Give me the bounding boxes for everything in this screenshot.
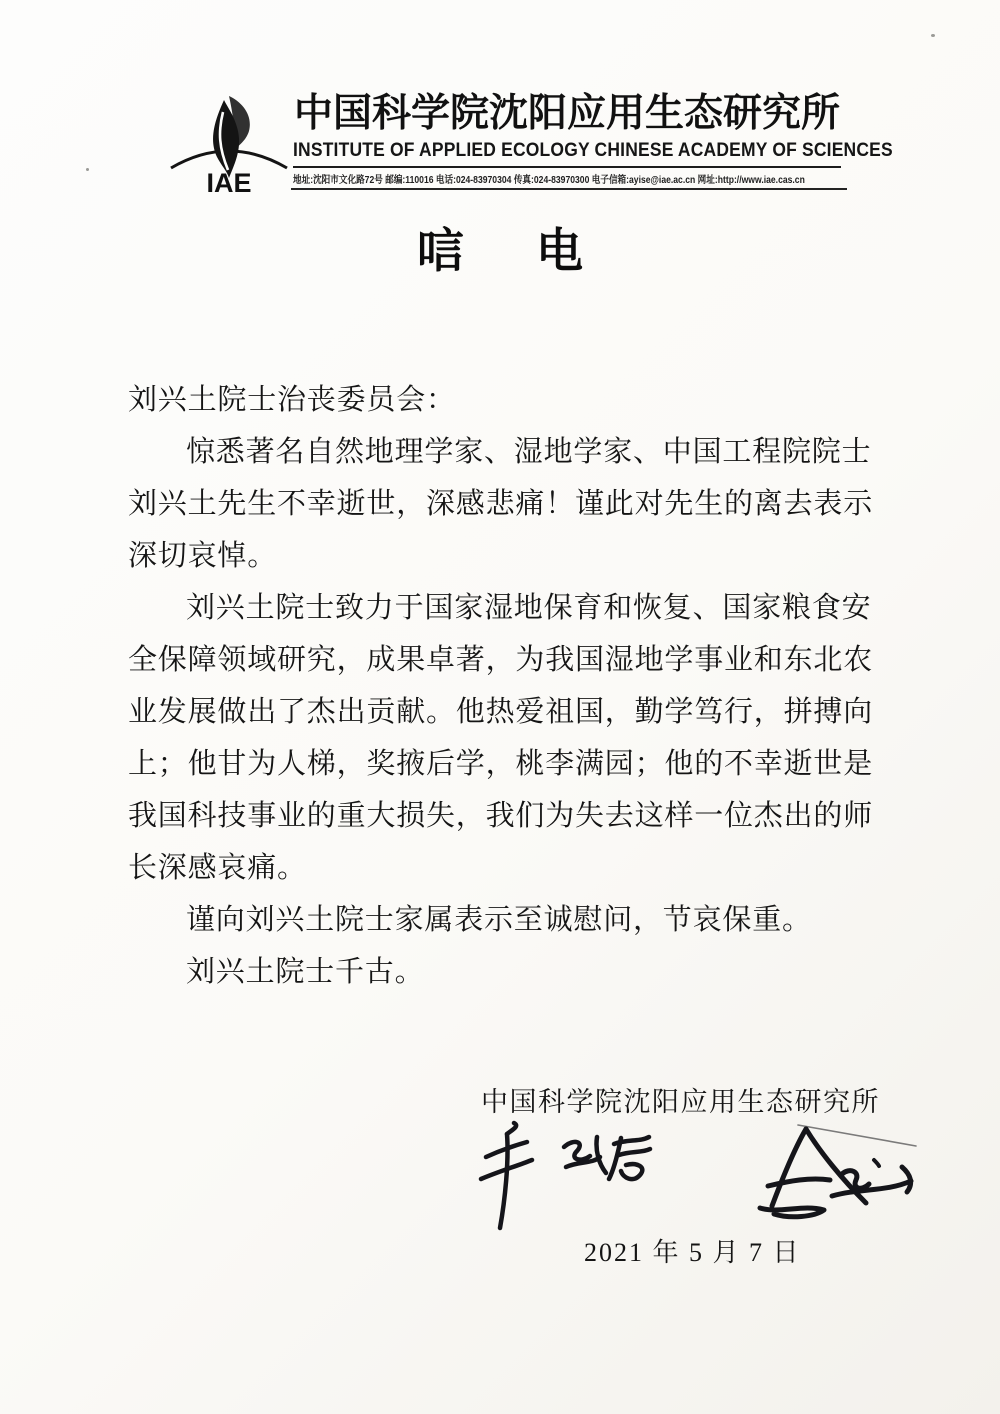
body-line: 我国科技事业的重大损失，我们为失去这样一位杰出的师 [128,800,874,832]
institute-name-cn: 中国科学院沈阳应用生态研究所 [294,92,841,135]
iae-leaf-logo-icon [168,84,290,196]
letter-body [128,374,876,998]
institute-contact-line: 地址:沈阳市文化路72号 邮编:110016 电话:024-83970304 传真:024-83970300 电子信箱:ayise@iae.ac.cn 网址:http://www.iae.cas.cn [293,175,805,186]
document-title [0,214,1000,281]
body-line: 刘兴土先生不幸逝世，深感悲痛！谨此对先生的离去表示 [128,488,874,520]
scan-speck [931,34,935,37]
body-line: 深切哀悼。 [128,540,278,572]
handwritten-signature-right [760,1125,916,1217]
body-line: 全保障领域研究，成果卓著，为我国湿地学事业和东北农 [128,644,874,676]
logo-acronym: IAE [206,168,252,196]
body-line: 刘兴土院士致力于国家湿地保育和恢复、国家粮食安 [186,592,872,624]
handwritten-signature-left [481,1123,650,1228]
title-char-1: 唁 [417,224,464,277]
closing-line: 刘兴土院士千古。 [186,956,425,988]
title-char-2: 电 [536,224,583,277]
body-line: 长深感哀痛。 [128,852,307,884]
header-divider-bottom [291,188,847,190]
salutation-line: 刘兴土院士治丧委员会： [128,384,456,416]
body-line: 谨向刘兴土院士家属表示至诚慰问，节哀保重。 [186,904,812,936]
body-line: 业发展做出了杰出贡献。他热爱祖国，勤学笃行，拼搏向 [128,696,874,728]
scan-speck [86,168,89,171]
date-line: 2021 年 5 月 7 日 [584,1238,801,1267]
body-line: 惊悉著名自然地理学家、湿地学家、中国工程院院士 [186,436,872,468]
header-divider-top [293,166,841,168]
institute-name-en: INSTITUTE OF APPLIED ECOLOGY CHINESE ACADEMY OF SCIENCES [293,140,893,161]
signature-org-name: 中国科学院沈阳应用生态研究所 [481,1087,880,1117]
body-line: 上；他甘为人梯，奖掖后学，桃李满园；他的不幸逝世是 [128,748,874,780]
handwritten-signatures [468,1116,920,1234]
